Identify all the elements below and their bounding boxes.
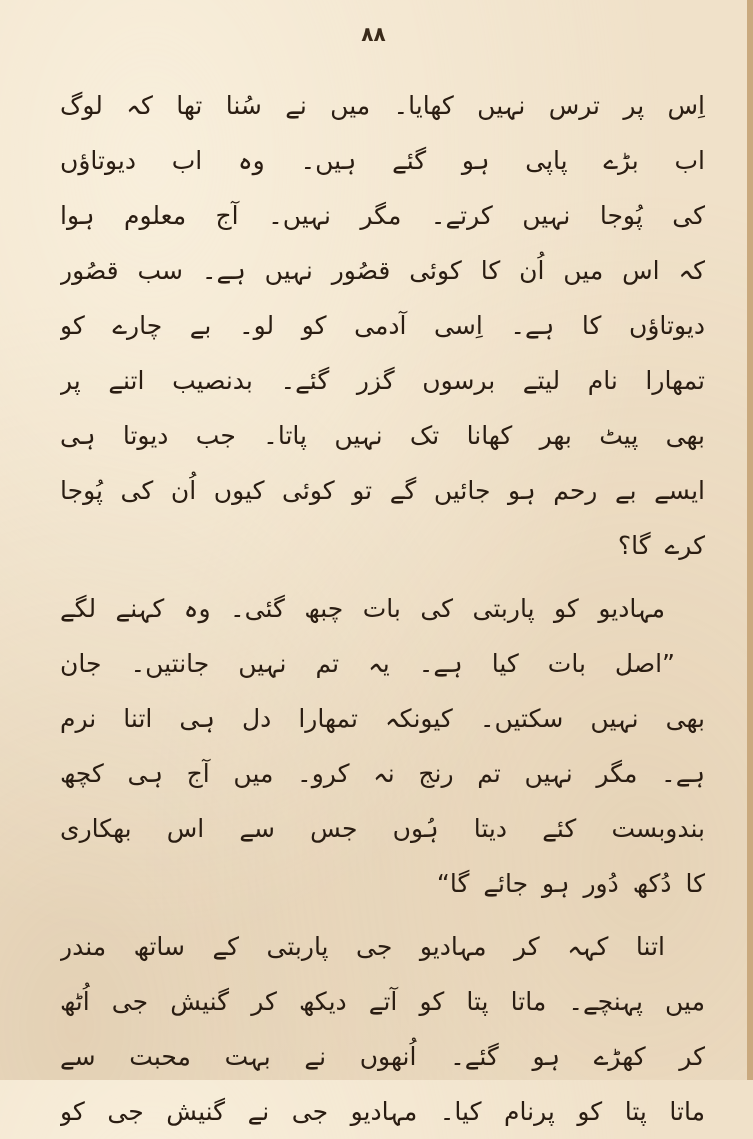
text-line: بھی نہیں سکتیں۔ کیونکہ تمھارا دل ہی اتنا نرم [60,704,705,733]
text-line: ایسے بے رحم ہو جائیں گے تو کوئی کیوں اُن کی پُوجا [60,476,705,505]
text-line: کا دُکھ دُور ہو جائے گا“ [436,869,705,898]
text-line: کرے گا؟ [617,531,705,560]
text-line: کر کھڑے ہو گئے۔ اُنھوں نے بہت محبت سے [60,1042,705,1071]
text-line: اتنا کہہ کر مہادیو جی پاربتی کے ساتھ مندر [60,932,665,961]
page-text [60,78,705,1139]
text-line: کہ اس میں اُن کا کوئی قصُور نہیں ہے۔ سب قصُور [60,256,705,285]
paragraph-3 [60,919,705,1139]
text-line: بندوبست کئے دیتا ہُوں جس سے اس بھکاری [60,814,705,843]
text-line: اب بڑے پاپی ہو گئے ہیں۔ وہ اب دیوتاؤں [60,146,705,175]
text-line: ماتا پتا کو پرنام کیا۔ مہادیو جی نے گنیش جی کو [60,1097,705,1126]
text-line: کی پُوجا نہیں کرتے۔ مگر نہیں۔ آج معلوم ہوا [60,201,705,230]
text-line: بھی پیٹ بھر کھانا تک نہیں پاتا۔ جب دیوتا ہی [60,421,705,450]
text-line: مہادیو کو پاربتی کی بات چبھ گئی۔ وہ کہنے لگے [60,594,665,623]
text-line: میں پہنچے۔ ماتا پتا کو آتے دیکھ کر گنیش جی اُٹھ [60,987,705,1016]
text-line: دیوتاؤں کا ہے۔ اِسی آدمی کو لو۔ بے چارے کو [60,311,705,340]
text-line: تمھارا نام لیتے برسوں گزر گئے۔ بدنصیب اتنے پر [60,366,705,395]
text-line: ہے۔ مگر نہیں تم رنج نہ کرو۔ میں آج ہی کچھ [60,759,705,788]
page-number: ۸۸ [361,22,386,46]
text-line: ”اصل بات کیا ہے۔ یہ تم نہیں جانتیں۔ جان [60,649,675,678]
paragraph-1 [60,78,705,573]
paragraph-2 [60,581,705,911]
text-line: اِس پر ترس نہیں کھایا۔ میں نے سُنا تھا کہ لوگ [60,91,705,120]
